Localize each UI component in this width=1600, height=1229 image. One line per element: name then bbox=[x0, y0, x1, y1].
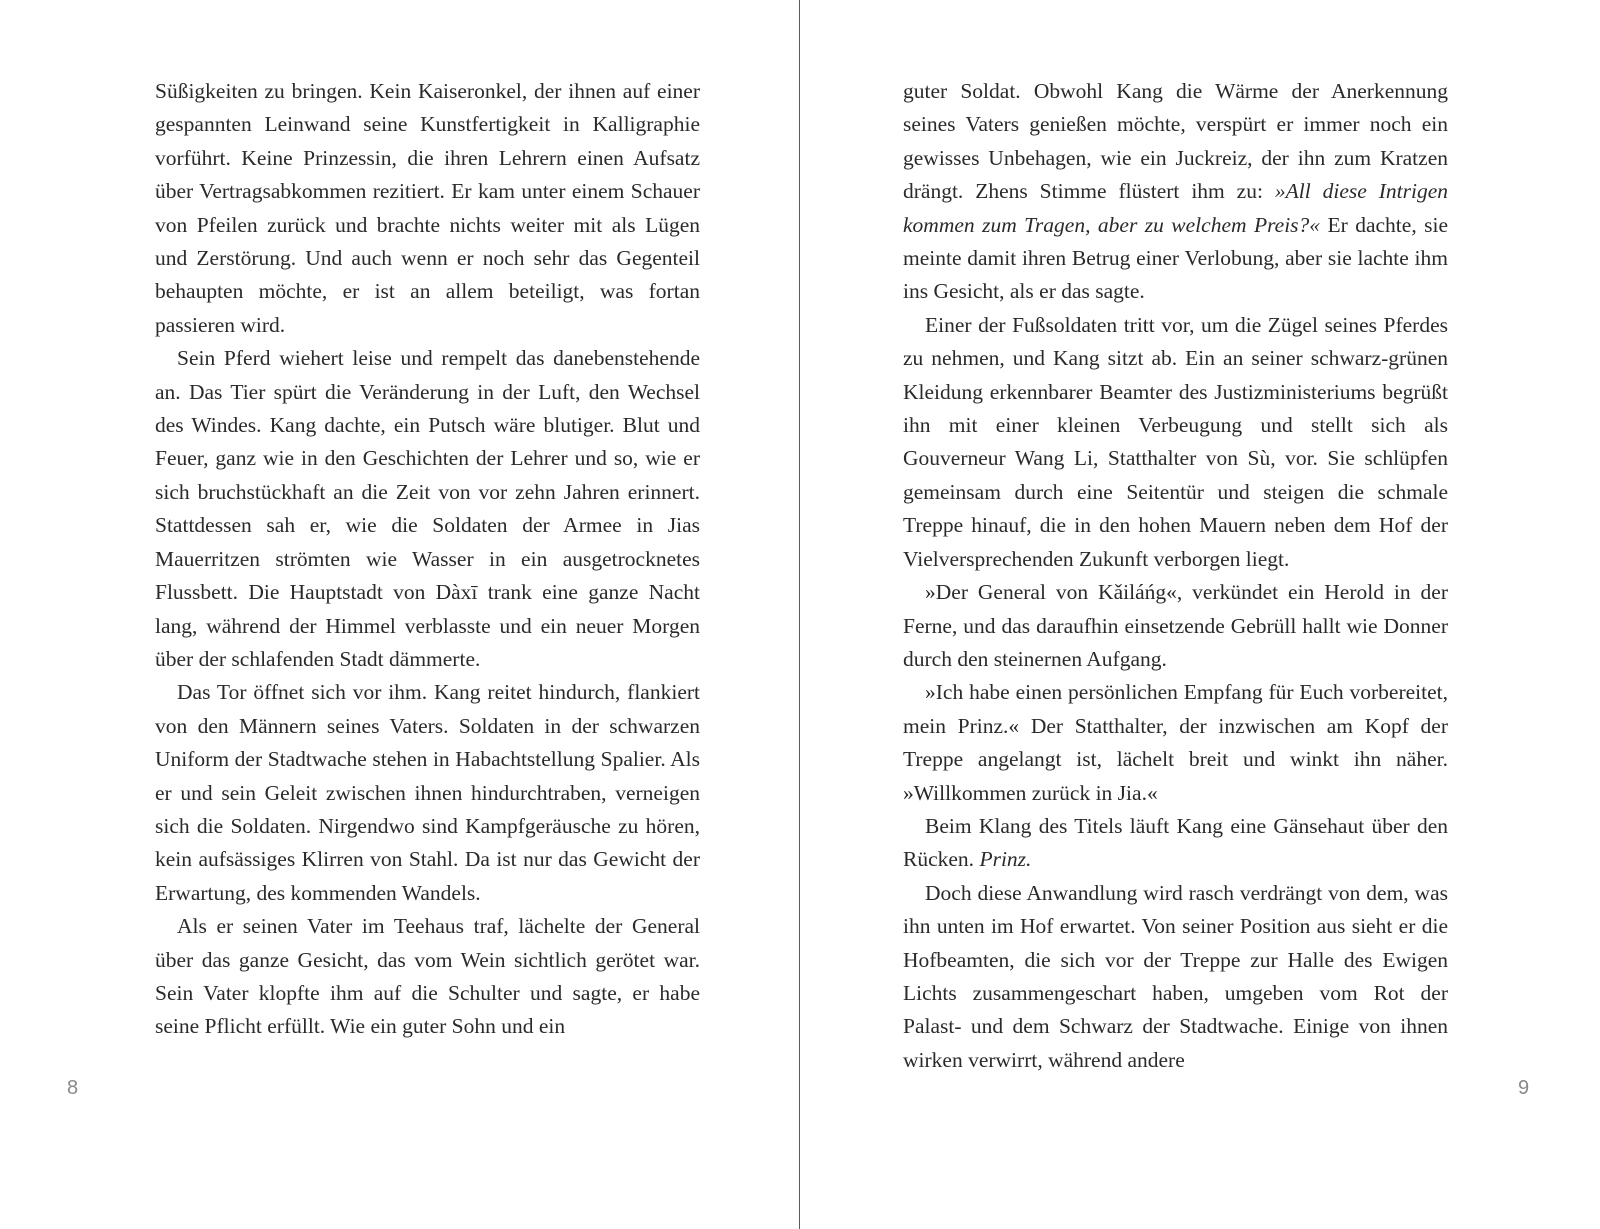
text-run: Er dachte, sie meinte damit ihren Betrug einer Verlobung, aber sie lachte ihm ins Gesicht, als er das sagte. bbox=[903, 212, 1449, 304]
paragraph: »Der General von Kǎiláńg«, verkündet ein Herold in der Ferne, und das daraufhin einsetzende Gebrüll hallt wie Donner durch den steinernen Aufgang. bbox=[903, 580, 1448, 671]
right-page-number: 9 bbox=[1518, 1077, 1530, 1099]
page-gutter-divider bbox=[799, 0, 800, 1229]
paragraph: Einer der Fußsoldaten tritt vor, um die Zügel seines Pferdes zu nehmen, und Kang sitzt ab. Ein an seiner schwarz-grünen Kleidung erkennbarer Beamter des Justizministeriums begrüßt ihn mit einer kleinen Verbeugung und stellt sich als Gouverneur Wang Li, Statthalter von Sù, vor. Sie schlüpfen gemeinsam durch eine Seitentür und steigen die schmale Treppe hinauf, die in den hohen Mauern neben dem Hof der Vielversprechenden Zukunft verborgen liegt. bbox=[903, 312, 1448, 571]
italic-quote: »All diese Intrigen kommen zum Tragen, aber zu welchem Preis?« bbox=[903, 179, 1448, 237]
left-page-text bbox=[155, 75, 700, 1044]
paragraph: Das Tor öffnet sich vor ihm. Kang reitet hindurch, flankiert von den Männern seines Vaters. Soldaten in der schwarzen Uniform der Stadtwache stehen in Habachtstellung Spalier. Als er und sein Geleit zwischen ihnen hindurchtraben, verneigen sich die Soldaten. Nirgendwo sind Kampfgeräusche zu hören, kein aufsässiges Klirren von Stahl. Da ist nur das Gewicht der Erwartung, des kommenden Wandels. bbox=[155, 680, 700, 905]
paragraph: Sein Pferd wiehert leise und rempelt das danebenstehende an. Das Tier spürt die Veränderung in der Luft, den Wechsel des Windes. Kang dachte, ein Putsch wäre blutiger. Blut und Feuer, ganz wie in den Geschichten der Lehrer und so, wie er sich bruchstückhaft an die Zeit von vor zehn Jahren erinnert. Stattdessen sah er, wie die Soldaten der Armee in Jias Mauerritzen strömten wie Wasser in ein ausgetrocknetes Flussbett. Die Hauptstadt von Dàxī trank eine ganze Nacht lang, während der Himmel verblasste und ein neuer Morgen über der schlafenden Stadt dämmerte. bbox=[155, 346, 700, 671]
left-page-number: 8 bbox=[67, 1077, 79, 1099]
italic-word: Prinz. bbox=[979, 847, 1032, 872]
paragraph: »Ich habe einen persönlichen Empfang für Euch vorbereitet, mein Prinz.« Der Statthalter, der inzwischen am Kopf der Treppe angelangt ist, lächelt breit und winkt ihn näher. »Willkommen zurück in Jia.« bbox=[903, 680, 1448, 805]
right-page-text bbox=[903, 75, 1448, 1077]
paragraph bbox=[903, 810, 1448, 877]
paragraph bbox=[903, 75, 1448, 309]
paragraph: Doch diese Anwandlung wird rasch verdrängt von dem, was ihn unten im Hof erwartet. Von seiner Position aus sieht er die Hofbeamten, die sich vor der Treppe zur Halle des Ewigen Lichts zusammengeschart haben, umgeben vom Rot der Palast- und dem Schwarz der Stadtwache. Einige von ihnen wirken verwirrt, während andere bbox=[903, 880, 1448, 1072]
text-run: guter Soldat. Obwohl Kang die Wärme der Anerkennung seines Vaters genießen möchte, verspürt er immer noch ein gewisses Unbehagen, wie ein Juckreiz, der ihn zum Kratzen drängt. Zhens Stimme flüstert ihm zu: bbox=[903, 79, 1448, 204]
text-run: Beim Klang des Titels läuft Kang eine Gänsehaut über den Rücken. bbox=[903, 813, 1448, 872]
paragraph: Als er seinen Vater im Teehaus traf, lächelte der General über das ganze Gesicht, das vom Wein sichtlich gerötet war. Sein Vater klopfte ihm auf die Schulter und sagte, er habe seine Pflicht erfüllt. Wie ein guter Sohn und ein bbox=[155, 914, 700, 1039]
paragraph: Süßigkeiten zu bringen. Kein Kaiseronkel, der ihnen auf einer gespannten Leinwand seine Kunstfertigkeit in Kalligraphie vorführt. Keine Prinzessin, die ihren Lehrern einen Aufsatz über Vertragsabkommen rezitiert. Er kam unter einem Schauer von Pfeilen zurück und brachte nichts weiter mit als Lügen und Zerstörung. Und auch wenn er noch sehr das Gegenteil behaupten möchte, er ist an allem beteiligt, was fortan passieren wird. bbox=[155, 79, 700, 337]
